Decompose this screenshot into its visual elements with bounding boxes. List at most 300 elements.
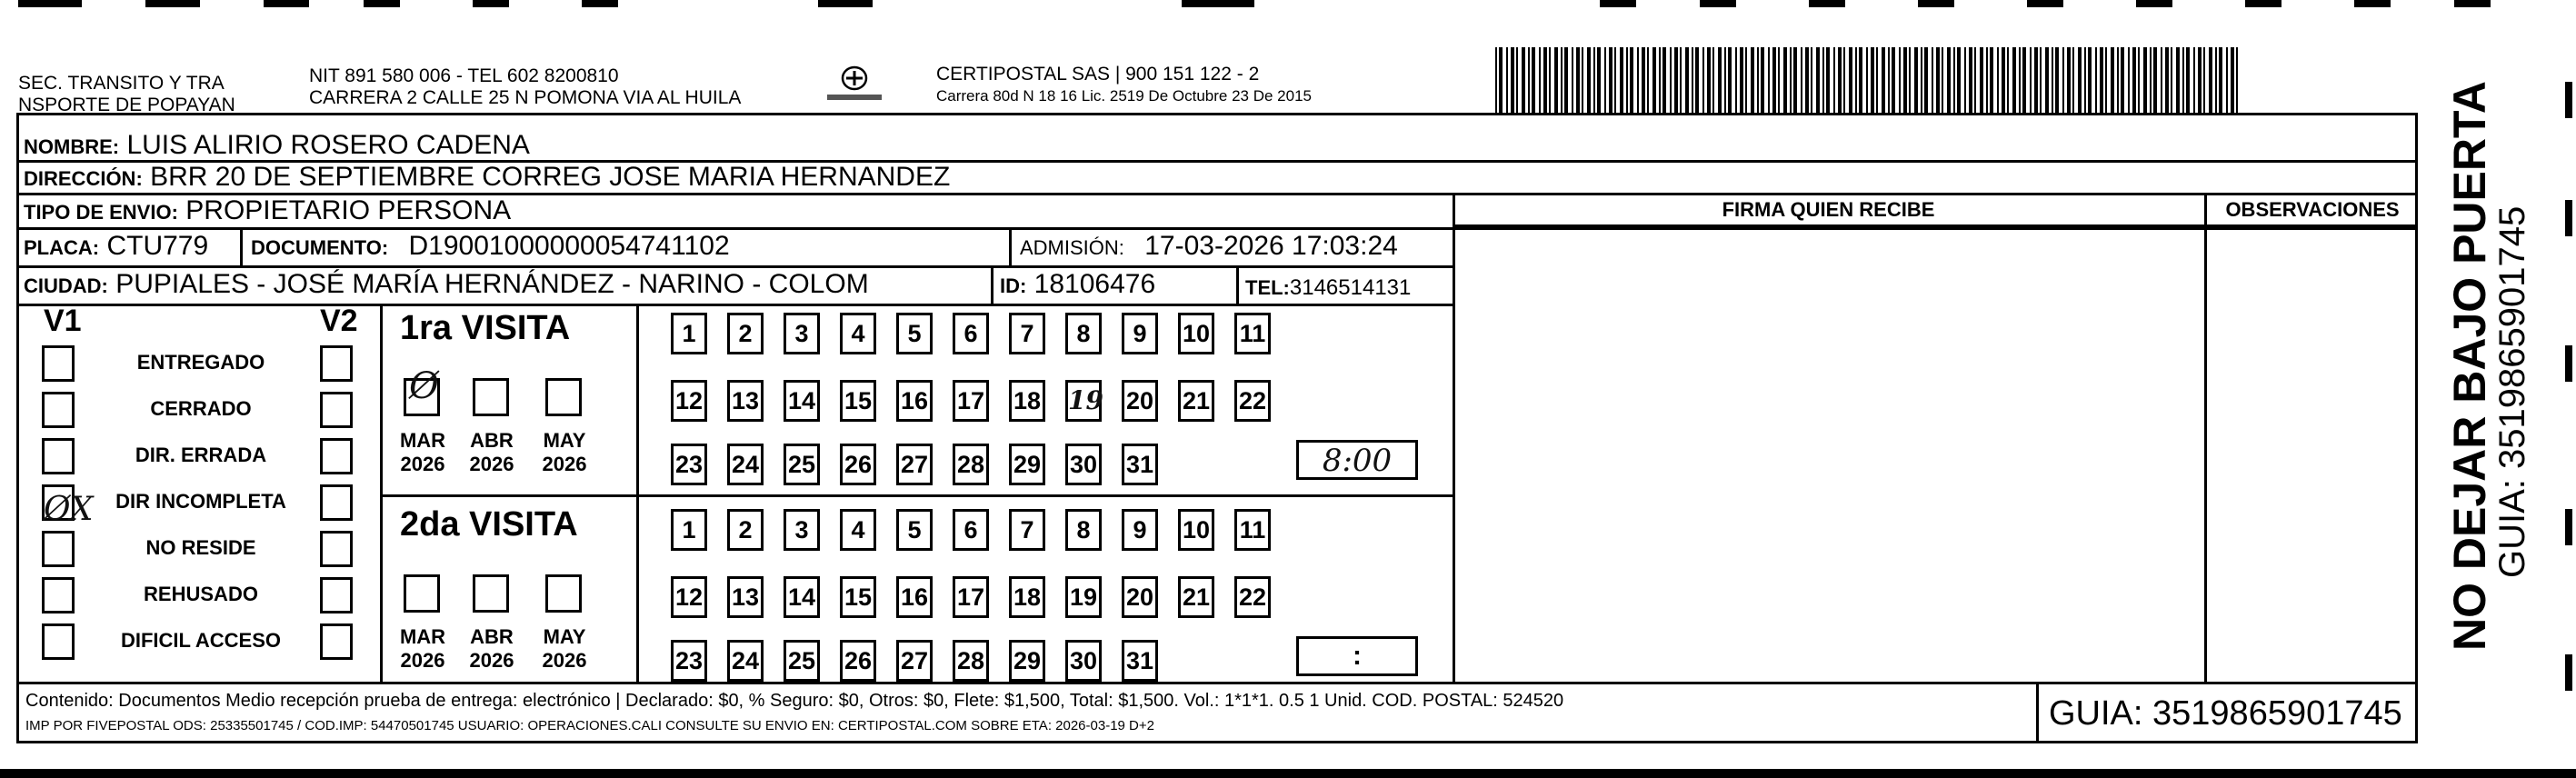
barcode-bar [2100, 47, 2103, 113]
status-label: DIFICIL ACCESO [120, 629, 281, 652]
barcode-bar [2030, 47, 2032, 113]
barcode-bar [2019, 47, 2021, 113]
barcode-bar [1506, 47, 1508, 113]
first-visit-label: 1ra VISITA [400, 309, 571, 347]
v2-checkbox[interactable] [320, 484, 353, 521]
first-day-box[interactable]: 24 [727, 444, 764, 485]
nit-line-1: NIT 891 580 006 - TEL 602 8200810 [309, 65, 619, 86]
v2-checkbox[interactable] [320, 392, 353, 428]
barcode-bar [2121, 47, 2124, 113]
barcode-bar [1642, 47, 1645, 113]
barcode-bar [1778, 47, 1780, 113]
first-day-box[interactable]: 4 [840, 313, 876, 354]
tel-label: TEL: [1245, 276, 1290, 299]
second-day-box[interactable]: 29 [1009, 640, 1045, 682]
barcode-bar [1947, 47, 1951, 113]
barcode-bar [2128, 47, 2130, 113]
barcode-bar [1986, 47, 1988, 113]
second-day-box[interactable]: 13 [727, 576, 764, 618]
barcode-bar [1882, 47, 1885, 113]
second-month-label [391, 625, 454, 673]
second-day-box[interactable]: 17 [953, 576, 989, 618]
barcode-bar [1892, 47, 1895, 113]
v2-checkbox[interactable] [320, 438, 353, 474]
barcode-bar [1670, 47, 1672, 113]
guia-box-text: GUIA: 3519865901745 [2049, 694, 2402, 733]
tel-cell [1245, 273, 1411, 304]
admision-cell [1020, 231, 1398, 264]
nit-block [309, 65, 741, 109]
second-day-box[interactable]: 10 [1178, 509, 1214, 551]
barcode-bar [1707, 47, 1711, 113]
barcode-bar [1637, 47, 1639, 113]
barcode-bar [1735, 47, 1737, 113]
first-day-box[interactable]: 1 [671, 313, 707, 354]
barcode-bar [1564, 47, 1568, 113]
tipo-row [24, 195, 511, 228]
v1-checkbox[interactable] [42, 623, 75, 660]
barcode-bar [1974, 47, 1976, 113]
v2-label: V2 [320, 304, 358, 338]
first-month-label [533, 429, 596, 476]
barcode-bar [2138, 47, 2140, 113]
barcode-bar [1822, 47, 1824, 113]
second-day-box[interactable]: 7 [1009, 509, 1045, 551]
barcode-bar [1924, 47, 1928, 113]
first-time-value: 8:00 [1322, 443, 1393, 479]
top-edge-marks [0, 0, 2576, 9]
month-year: 2026 [400, 453, 445, 475]
barcode-bar [2040, 47, 2042, 113]
barcode-bar [1761, 47, 1764, 113]
first-day-box[interactable]: 8 [1065, 313, 1102, 354]
status-label: DIR INCOMPLETA [115, 490, 286, 513]
first-day-box[interactable]: 3 [784, 313, 820, 354]
barcode-bar [1593, 47, 1595, 113]
first-day-box[interactable]: 12 [671, 380, 707, 422]
tipo-label: TIPO DE ENVIO: [24, 201, 178, 224]
barcode-bar [1647, 47, 1649, 113]
second-day-box[interactable]: 24 [727, 640, 764, 682]
barcode-bar [2176, 47, 2180, 113]
second-month-box[interactable] [473, 574, 509, 613]
id-cell [1000, 269, 1155, 302]
barcode-bar [1499, 47, 1503, 113]
barcode-bar [2161, 47, 2162, 113]
barcode-bar [1866, 47, 1868, 113]
barcode-bar [2088, 47, 2092, 113]
barcode-bar [2165, 47, 2169, 113]
month-year: 2026 [542, 649, 587, 672]
documento-cell [251, 231, 730, 264]
barcode-bar [1768, 47, 1770, 113]
barcode-bar [2055, 47, 2059, 113]
barcode-bar [1942, 47, 1943, 113]
month-name: MAR [399, 429, 446, 452]
barcode-bar [2171, 47, 2172, 113]
second-month-box[interactable] [545, 574, 582, 613]
barcode-bar [2062, 47, 2064, 113]
barcode-bar [2236, 47, 2238, 113]
first-day-box[interactable]: 11 [1234, 313, 1271, 354]
nit-line-2: CARRERA 2 CALLE 25 N POMONA VIA AL HUILA [309, 87, 742, 108]
barcode-bar [1630, 47, 1633, 113]
second-day-box[interactable]: 5 [896, 509, 933, 551]
month-name: ABR [470, 625, 514, 648]
barcode-bar [1903, 47, 1907, 113]
barcode-bar [2117, 47, 2119, 113]
month-year: 2026 [542, 453, 587, 475]
barcode-bar [2067, 47, 2071, 113]
first-day-box[interactable]: 2 [727, 313, 764, 354]
second-day-box[interactable]: 1 [671, 509, 707, 551]
first-month-label [391, 429, 454, 476]
barcode-bar [2111, 47, 2114, 113]
barcode-bar [2226, 47, 2228, 113]
barcode-bar [1790, 47, 1792, 113]
sender-line-2: NSPORTE DE POPAYAN [18, 95, 235, 115]
v1-checkbox[interactable] [42, 438, 75, 474]
second-time-box[interactable] [1296, 636, 1418, 676]
month-name: MAY [543, 625, 586, 648]
month-name: MAY [543, 429, 586, 452]
first-day-box[interactable]: 16 [896, 380, 933, 422]
second-day-box[interactable]: 20 [1122, 576, 1158, 618]
second-day-box[interactable]: 2 [727, 509, 764, 551]
second-day-box[interactable]: 27 [896, 640, 933, 682]
first-day-box[interactable]: 13 [727, 380, 764, 422]
first-month-box[interactable] [545, 378, 582, 416]
second-day-box[interactable]: 12 [671, 576, 707, 618]
placa-value: CTU779 [106, 231, 209, 261]
barcode-bar [2002, 47, 2005, 113]
direccion-row [24, 162, 950, 194]
barcode-bar [1609, 47, 1612, 113]
barcode-bar [1811, 47, 1812, 113]
barcode-bar [1964, 47, 1966, 113]
barcode-bar [1561, 47, 1563, 113]
first-day-box[interactable]: 25 [784, 444, 820, 485]
barcode-bar [1871, 47, 1874, 113]
second-day-box[interactable]: 22 [1234, 576, 1271, 618]
barcode-bar [2052, 47, 2053, 113]
first-day-box[interactable]: 14 [784, 380, 820, 422]
barcode-bar [1833, 47, 1835, 113]
imp-text: IMP POR FIVEPOSTAL ODS: 25335501745 / COD.IMP: 54470501745 USUARIO: OPERACIONES.CALI CONSULTE SU ENVIO EN: CERTIPOSTAL.COM SOBRE ETA: 2026-03-19 D+2 [25, 718, 1154, 733]
second-day-box[interactable]: 19 [1065, 576, 1102, 618]
second-day-box[interactable]: 16 [896, 576, 933, 618]
v1-checkbox[interactable] [42, 392, 75, 428]
barcode-bar [1539, 47, 1541, 113]
barcode-bar [1724, 47, 1726, 113]
documento-value: D19001000000054741102 [408, 231, 730, 261]
first-time-box[interactable] [1296, 440, 1418, 480]
barcode-bar [1921, 47, 1922, 113]
barcode-bar [1549, 47, 1551, 113]
barcode-bar [2072, 47, 2074, 113]
barcode-bar [1626, 47, 1628, 113]
barcode-bar [2007, 47, 2009, 113]
second-day-box[interactable]: 18 [1009, 576, 1045, 618]
barcode-bar [2215, 47, 2217, 113]
barcode-bar [2182, 47, 2184, 113]
barcode-bar [2203, 47, 2205, 113]
barcode-bar [1757, 47, 1759, 113]
second-day-box[interactable]: 8 [1065, 509, 1102, 551]
observaciones-header: OBSERVACIONES [2225, 198, 2400, 221]
tipo-value: PROPIETARIO PERSONA [185, 195, 512, 225]
v2-checkbox[interactable] [320, 623, 353, 660]
admision-label: ADMISIÓN: [1020, 236, 1124, 259]
barcode-bar [1576, 47, 1580, 113]
second-day-box[interactable]: 14 [784, 576, 820, 618]
barcode-bar [2132, 47, 2136, 113]
barcode-bar [2198, 47, 2202, 113]
ciudad-cell [24, 269, 869, 302]
no-dejar-bajo-puerta: NO DEJAR BAJO PUERTA [2444, 81, 2495, 651]
ciudad-value: PUPIALES - JOSÉ MARÍA HERNÁNDEZ - NARINO - COLOM [115, 269, 869, 299]
barcode-bar [1582, 47, 1583, 113]
second-day-box[interactable]: 15 [840, 576, 876, 618]
barcode-bar [1932, 47, 1933, 113]
barcode-bar [1899, 47, 1901, 113]
first-day-box[interactable]: 28 [953, 444, 989, 485]
barcode-bar [1543, 47, 1547, 113]
barcode-bar [1855, 47, 1857, 113]
barcode-bar [2231, 47, 2234, 113]
id-value: 18106476 [1033, 269, 1156, 299]
barcode-bar [2084, 47, 2086, 113]
barcode-bar [1587, 47, 1591, 113]
month-year: 2026 [469, 453, 514, 475]
barcode-bar [2219, 47, 2222, 113]
first-day-box[interactable]: 27 [896, 444, 933, 485]
barcode-bar [1969, 47, 1972, 113]
barcode-bar [1909, 47, 1911, 113]
first-day-mark: 19 [1068, 385, 1103, 415]
month-year: 2026 [469, 649, 514, 672]
first-day-box[interactable]: 18 [1009, 380, 1045, 422]
second-day-box[interactable]: 9 [1122, 509, 1158, 551]
status-label: ENTREGADO [136, 351, 265, 374]
first-day-box[interactable]: 9 [1122, 313, 1158, 354]
barcode-bar [2105, 47, 2107, 113]
nombre-value: LUIS ALIRIO ROSERO CADENA [126, 130, 530, 160]
v1-checkbox[interactable] [42, 577, 75, 613]
second-day-box[interactable]: 21 [1178, 576, 1214, 618]
barcode-bar [1495, 47, 1497, 113]
first-day-box[interactable]: 6 [953, 313, 989, 354]
first-day-box[interactable]: 26 [840, 444, 876, 485]
barcode-bar [1997, 47, 1999, 113]
barcode-bar [2153, 47, 2157, 113]
v2-checkbox[interactable] [320, 345, 353, 382]
barcode-bar [1849, 47, 1852, 113]
right-edge-marks [2565, 0, 2576, 778]
barcode-bar [1680, 47, 1682, 113]
barcode-bar [1554, 47, 1558, 113]
v1-checkbox[interactable] [42, 531, 75, 567]
v1-dir-incompleta-mark: ØX [44, 491, 94, 528]
barcode-bar [2012, 47, 2016, 113]
contenido-text: Contenido: Documentos Medio recepción prueba de entrega: electrónico | Declarado: $0, % Seguro: $0, Otros: $0, Flete: $1,500, Total: $1,500. Vol.: 1*1*1. 0.5 1 Unid. COD. POSTAL: 524520 [25, 691, 1564, 711]
first-day-box[interactable]: 22 [1234, 380, 1271, 422]
barcode-bar [1712, 47, 1714, 113]
certipostal-logo-icon [823, 64, 886, 105]
second-day-box[interactable]: 6 [953, 509, 989, 551]
second-day-box[interactable]: 28 [953, 640, 989, 682]
tel-value: 3146514131 [1289, 275, 1412, 300]
company-line-1: CERTIPOSTAL SAS | 900 151 122 - 2 [936, 64, 1260, 85]
barcode-bar [1816, 47, 1820, 113]
barcode-bar [1604, 47, 1606, 113]
barcode-bar [1614, 47, 1616, 113]
barcode-bar [1511, 47, 1514, 113]
first-day-box[interactable]: 5 [896, 313, 933, 354]
second-visit-label: 2da VISITA [400, 505, 578, 544]
barcode-bar [1528, 47, 1530, 113]
barcode-bar [1888, 47, 1890, 113]
second-time-value: : [1353, 641, 1362, 671]
barcode-bar [1652, 47, 1656, 113]
bottom-edge [0, 769, 2576, 778]
barcode-bar [1783, 47, 1787, 113]
first-day-box[interactable]: 23 [671, 444, 707, 485]
first-day-box[interactable]: 7 [1009, 313, 1045, 354]
first-day-box[interactable]: 20 [1122, 380, 1158, 422]
placa-label: PLACA: [24, 236, 100, 259]
month-year: 2026 [400, 649, 445, 672]
v1-label: V1 [44, 304, 82, 338]
status-label: DIR. ERRADA [135, 444, 267, 466]
first-day-box[interactable]: 29 [1009, 444, 1045, 485]
barcode-bar [2209, 47, 2212, 113]
barcode-bar [2045, 47, 2049, 113]
second-day-box[interactable]: 26 [840, 640, 876, 682]
barcode-bar [1572, 47, 1573, 113]
id-label: ID: [1000, 274, 1027, 297]
first-day-box[interactable]: 21 [1178, 380, 1214, 422]
barcode-bar [1522, 47, 1525, 113]
barcode-bar [2186, 47, 2190, 113]
barcode-bar [1914, 47, 1918, 113]
barcode-bar [1859, 47, 1862, 113]
barcode-bar [1838, 47, 1842, 113]
barcode-bar [1728, 47, 1732, 113]
barcode-bar [1695, 47, 1699, 113]
barcode-bar [1876, 47, 1878, 113]
second-day-box[interactable]: 11 [1234, 509, 1271, 551]
barcode-bar [2034, 47, 2038, 113]
direccion-label: DIRECCIÓN: [24, 167, 143, 190]
documento-label: DOCUMENTO: [251, 236, 389, 259]
admision-value: 17-03-2026 17:03:24 [1144, 231, 1398, 261]
barcode-bar [1674, 47, 1678, 113]
second-day-box[interactable]: 23 [671, 640, 707, 682]
first-day-box[interactable] [1065, 380, 1102, 422]
direccion-value: BRR 20 DE SEPTIEMBRE CORREG JOSE MARIA HERNANDEZ [150, 162, 951, 192]
v2-checkbox[interactable] [320, 531, 353, 567]
placa-cell [24, 231, 208, 264]
month-name: MAR [399, 625, 446, 648]
first-day-box[interactable]: 17 [953, 380, 989, 422]
barcode-bar [2193, 47, 2195, 113]
barcode-bar [1801, 47, 1802, 113]
side-guia: GUIA: 3519865901745 [2492, 205, 2532, 578]
nombre-row [24, 130, 530, 163]
barcode-bar [2078, 47, 2082, 113]
barcode-bar [1692, 47, 1693, 113]
second-day-box[interactable]: 3 [784, 509, 820, 551]
barcode-bar [1772, 47, 1776, 113]
barcode-bar [1953, 47, 1955, 113]
barcode-bar [2095, 47, 2097, 113]
second-month-box[interactable] [404, 574, 440, 613]
barcode-bar [1936, 47, 1940, 113]
barcode-bar [1843, 47, 1845, 113]
barcode-bar [1957, 47, 1961, 113]
barcode-bar [1718, 47, 1722, 113]
first-month-box[interactable] [473, 378, 509, 416]
nombre-label: NOMBRE: [24, 135, 120, 158]
month-name: ABR [470, 429, 514, 452]
first-month-mark: Ø [409, 365, 439, 407]
barcode-bar [1751, 47, 1754, 113]
company-block [936, 64, 1312, 107]
second-day-box[interactable]: 25 [784, 640, 820, 682]
second-month-label [533, 625, 596, 673]
status-label: CERRADO [150, 397, 252, 420]
barcode-bar [1826, 47, 1830, 113]
barcode-bar [1793, 47, 1797, 113]
barcode-bar [1620, 47, 1623, 113]
barcode-bar [1662, 47, 1666, 113]
barcode-bar [1685, 47, 1689, 113]
second-month-label [460, 625, 524, 673]
barcode-bar [1805, 47, 1809, 113]
barcode-bar [2143, 47, 2147, 113]
barcode-bar [1597, 47, 1601, 113]
sender-block [18, 73, 235, 116]
v1-checkbox[interactable] [42, 345, 75, 382]
first-day-box[interactable]: 15 [840, 380, 876, 422]
barcode-bar [1980, 47, 1983, 113]
barcode-bar [1740, 47, 1743, 113]
barcode-bar [1745, 47, 1747, 113]
barcode-bar [2022, 47, 2026, 113]
barcode-bar [2150, 47, 2152, 113]
ciudad-label: CIUDAD: [24, 274, 108, 297]
second-day-box[interactable]: 4 [840, 509, 876, 551]
second-day-box[interactable]: 31 [1122, 640, 1158, 682]
v2-checkbox[interactable] [320, 577, 353, 613]
status-label: REHUSADO [144, 583, 258, 605]
first-day-box[interactable]: 31 [1122, 444, 1158, 485]
status-label: NO RESIDE [145, 536, 256, 559]
first-day-box[interactable]: 30 [1065, 444, 1102, 485]
firma-header: FIRMA QUIEN RECIBE [1722, 198, 1935, 221]
second-day-box[interactable]: 30 [1065, 640, 1102, 682]
company-line-2: Carrera 80d N 18 16 Lic. 2519 De Octubre 23 De 2015 [936, 87, 1312, 105]
sender-line-1: SEC. TRANSITO Y TRA [18, 73, 225, 94]
barcode-bar [1990, 47, 1993, 113]
barcode [1495, 47, 2250, 113]
first-day-box[interactable]: 10 [1178, 313, 1214, 354]
first-month-label [460, 429, 524, 476]
barcode-bar [1532, 47, 1535, 113]
barcode-bar [1516, 47, 1518, 113]
barcode-bar [1659, 47, 1661, 113]
